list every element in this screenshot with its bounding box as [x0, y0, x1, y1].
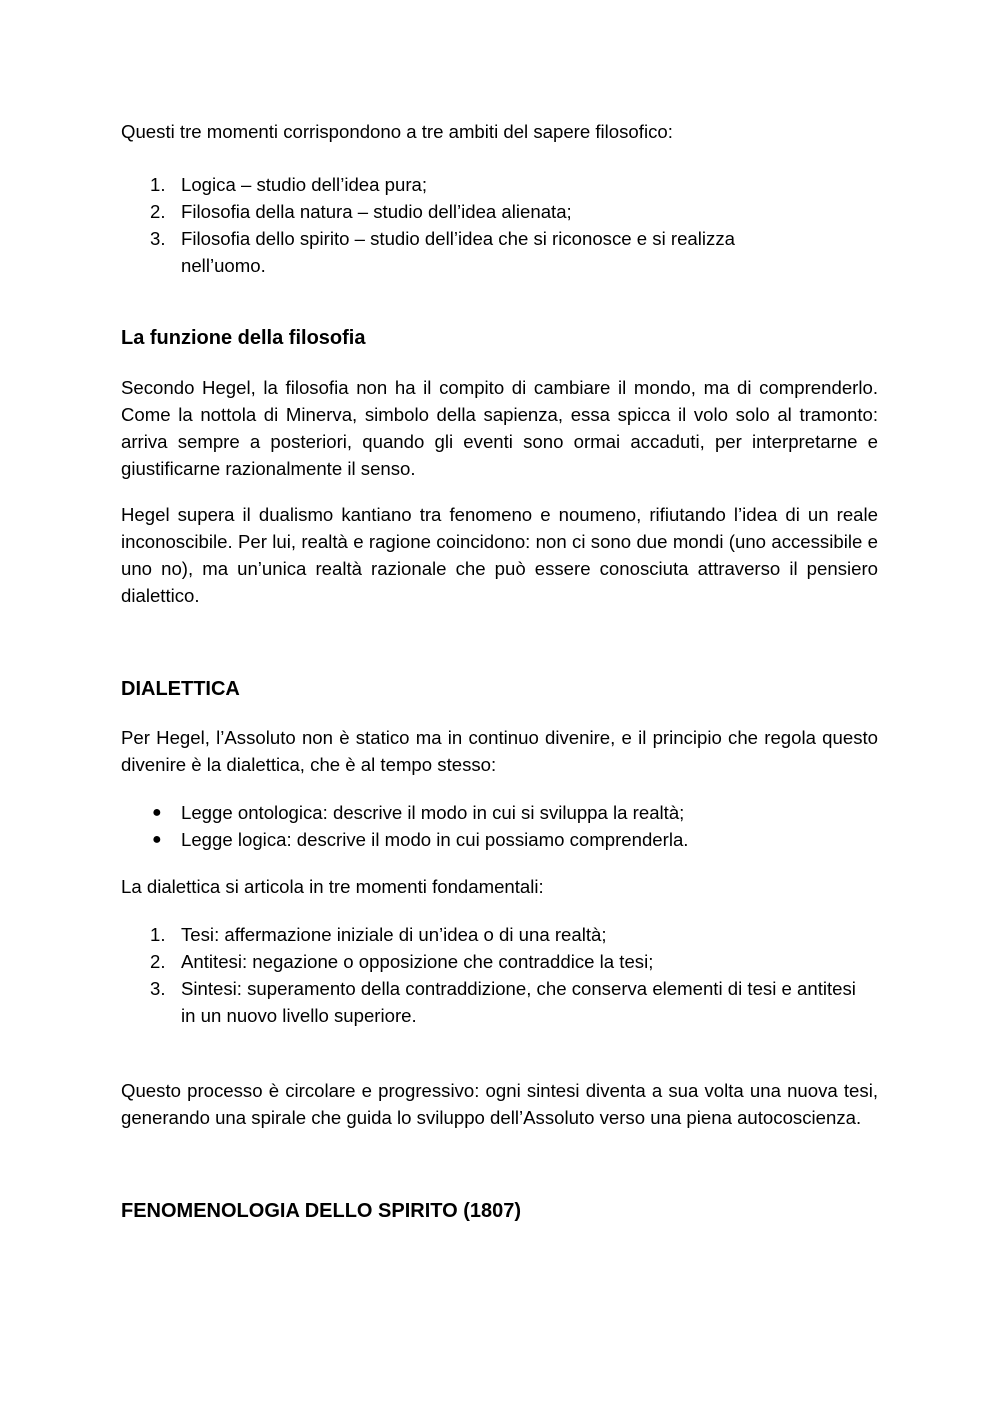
bullet-icon: ●: [152, 831, 162, 848]
document-page: [121, 118, 878, 1225]
ambiti-list: [121, 171, 878, 279]
list-item-text: Filosofia dello spirito – studio dell’idea che si riconosce e si realizza nell’uomo.: [181, 228, 735, 276]
list-item-text: Tesi: affermazione iniziale di un’idea o di una realtà;: [181, 924, 607, 945]
funzione-paragraph-2: Hegel supera il dualismo kantiano tra fenomeno e noumeno, rifiutando l’idea di un reale inconoscibile. Per lui, realtà e ragione coincidono: non ci sono due mondi (uno accessibile e uno no), ma un’unica realtà razionale che può essere conosciuta attraverso il pensiero dialettico.: [121, 504, 878, 606]
momenti-list: [121, 921, 878, 1029]
list-number: 3.: [150, 978, 166, 999]
section-heading-dialettica: DIALETTICA: [121, 678, 240, 700]
list-item: [121, 171, 878, 198]
list-item: [121, 225, 878, 279]
list-item: [121, 975, 878, 1029]
list-number: 3.: [150, 228, 166, 249]
list-item-text: Filosofia della natura – studio dell’idea alienata;: [181, 201, 572, 222]
section-heading-funzione: La funzione della filosofia: [121, 327, 366, 349]
dialettica-paragraph-3: Questo processo è circolare e progressivo: ogni sintesi diventa a sua volta una nuova tesi, generando una spirale che guida lo sviluppo dell’Assoluto verso una piena autocoscienza.: [121, 1080, 878, 1128]
dialettica-paragraph-2: La dialettica si articola in tre momenti fondamentali:: [121, 876, 544, 897]
list-number: 2.: [150, 951, 166, 972]
list-item-text: Logica – studio dell’idea pura;: [181, 174, 428, 195]
list-item-text: Antitesi: negazione o opposizione che contraddice la tesi;: [181, 951, 654, 972]
intro-paragraph: Questi tre momenti corrispondono a tre ambiti del sapere filosofico:: [121, 121, 673, 142]
list-item-text: Legge ontologica: descrive il modo in cui si sviluppa la realtà;: [181, 802, 685, 823]
list-item-text: Sintesi: superamento della contraddizione, che conserva elementi di tesi e antitesi in un nuovo livello superiore.: [181, 978, 856, 1026]
list-item: [121, 826, 878, 853]
list-number: 1.: [150, 174, 166, 195]
list-item: [121, 921, 878, 948]
bullet-icon: ●: [152, 804, 162, 821]
list-item: [121, 799, 878, 826]
section-heading-fenomenologia: FENOMENOLOGIA DELLO SPIRITO (1807): [121, 1200, 522, 1222]
list-number: 1.: [150, 924, 166, 945]
list-item: [121, 198, 878, 225]
list-item-text: Legge logica: descrive il modo in cui possiamo comprenderla.: [181, 829, 689, 850]
funzione-paragraph-1: Secondo Hegel, la filosofia non ha il compito di cambiare il mondo, ma di comprenderlo. Come la nottola di Minerva, simbolo della sapienza, essa spicca il volo solo al tramonto: arriva sempre a posteriori, quando gli eventi sono ormai accaduti, per interpretarne e giustificarne razionalmente il senso.: [121, 377, 878, 479]
dialettica-paragraph-1: Per Hegel, l’Assoluto non è statico ma in continuo divenire, e il principio che regola questo divenire è la dialettica, che è al tempo stesso:: [121, 727, 878, 775]
dialettica-bullet-list: [121, 799, 878, 853]
list-item: [121, 948, 878, 975]
list-number: 2.: [150, 201, 166, 222]
